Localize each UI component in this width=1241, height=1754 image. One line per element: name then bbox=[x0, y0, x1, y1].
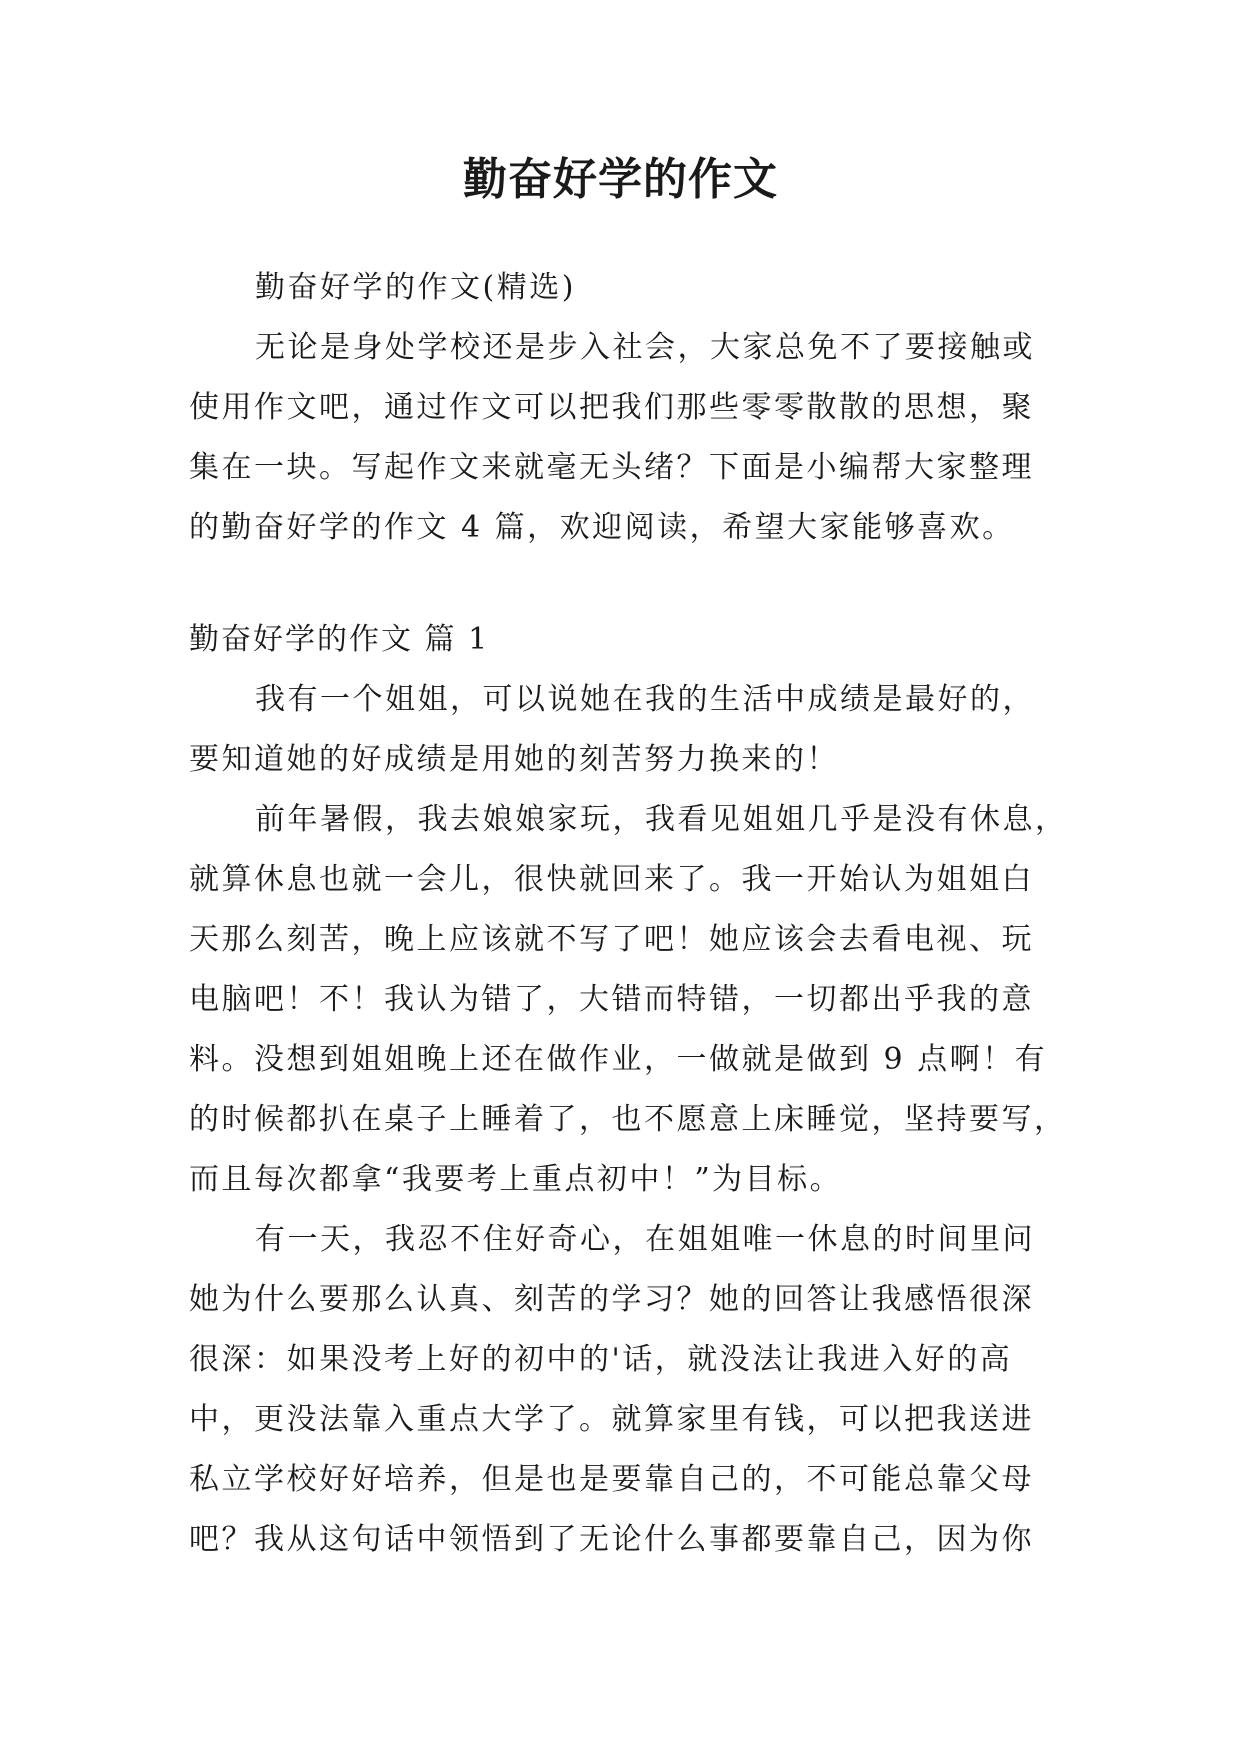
paragraph-line: 使用作文吧，通过作文可以把我们那些零零散散的思想，聚 bbox=[189, 390, 1034, 425]
paragraph-line: 她为什么要那么认真、刻苦的学习？她的回答让我感悟很深 bbox=[189, 1282, 1034, 1317]
paragraph-line: 中，更没法靠入重点大学了。就算家里有钱，可以把我送进 bbox=[189, 1402, 1034, 1437]
document-title: 勤奋好学的作文 bbox=[463, 154, 778, 205]
paragraph-line: 就算休息也就一会儿，很快就回来了。我一开始认为姐姐白 bbox=[189, 862, 1034, 897]
paragraph-line: 无论是身处学校还是步入社会，大家总免不了要接触或 bbox=[255, 330, 1035, 365]
paragraph-line: 的时候都扒在桌子上睡着了，也不愿意上床睡觉，坚持要写， bbox=[189, 1102, 1067, 1137]
intro-paragraph bbox=[189, 318, 1069, 558]
paragraph-line: 前年暑假，我去娘娘家玩，我看见姐姐几乎是没有休息， bbox=[255, 802, 1068, 837]
document-body bbox=[189, 258, 1069, 1570]
paragraph-3 bbox=[189, 1210, 1069, 1570]
paragraph-2 bbox=[189, 790, 1069, 1210]
document-subtitle: 勤奋好学的作文(精选) bbox=[255, 270, 576, 305]
paragraph-line: 集在一块。写起作文来就毫无头绪？下面是小编帮大家整理 bbox=[189, 450, 1034, 485]
paragraph-line: 很深：如果没考上好的初中的'话，就没法让我进入好的高 bbox=[189, 1342, 1013, 1377]
section-heading: 勤奋好学的作文 篇 1 bbox=[189, 622, 490, 657]
section-spacer bbox=[189, 558, 1069, 610]
paragraph-line: 要知道她的好成绩是用她的刻苦努力换来的！ bbox=[189, 742, 839, 777]
paragraph-line: 吧？我从这句话中领悟到了无论什么事都要靠自己，因为你 bbox=[189, 1522, 1034, 1557]
paragraph-line: 电脑吧！不！我认为错了，大错而特错，一切都出乎我的意 bbox=[189, 982, 1034, 1017]
paragraph-line: 私立学校好好培养，但是也是要靠自己的，不可能总靠父母 bbox=[189, 1462, 1034, 1497]
paragraph-line: 的勤奋好学的作文 4 篇，欢迎阅读，希望大家能够喜欢。 bbox=[189, 510, 1015, 545]
paragraph-1 bbox=[189, 670, 1069, 790]
paragraph-line: 有一天，我忍不住好奇心，在姐姐唯一休息的时间里问 bbox=[255, 1222, 1035, 1257]
paragraph-line: 天那么刻苦，晚上应该就不写了吧！她应该会去看电视、玩 bbox=[189, 922, 1034, 957]
paragraph-line: 而且每次都拿“我要考上重点初中！”为目标。 bbox=[189, 1162, 843, 1197]
paragraph-line: 料。没想到姐姐晚上还在做作业，一做就是做到 9 点啊！有 bbox=[189, 1042, 1048, 1077]
paragraph-line: 我有一个姐姐，可以说她在我的生活中成绩是最好的， bbox=[255, 682, 1035, 717]
